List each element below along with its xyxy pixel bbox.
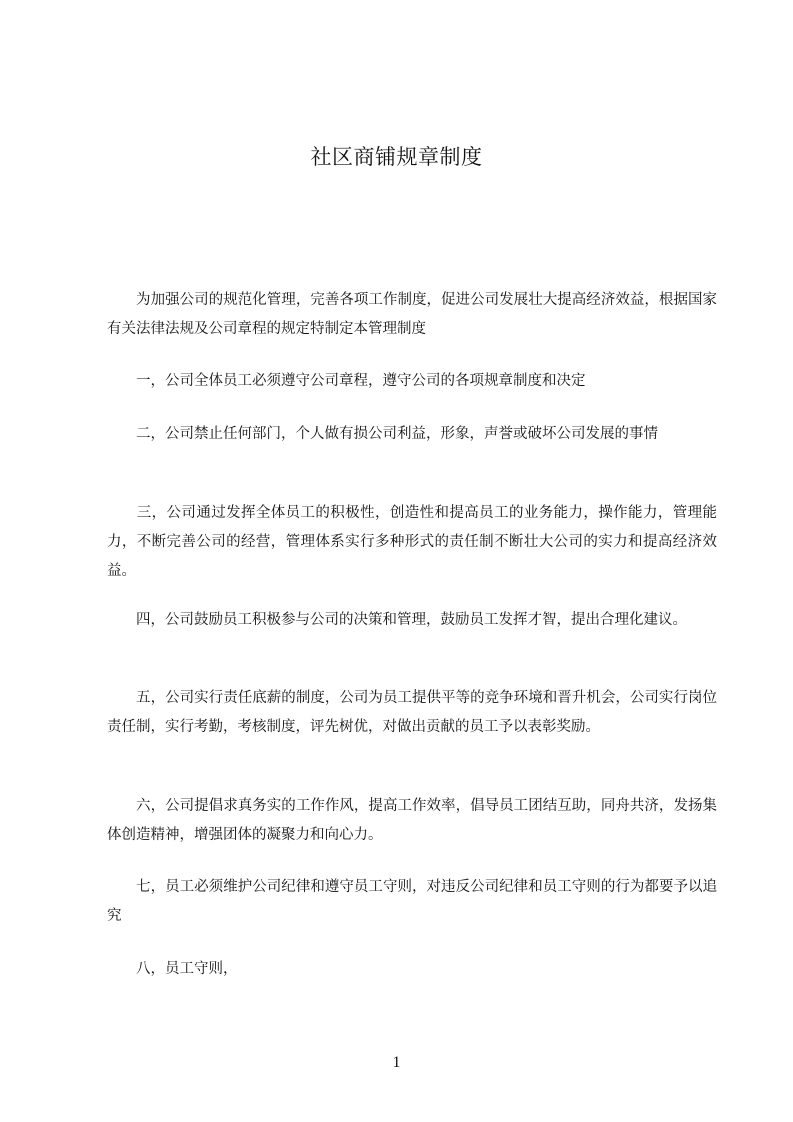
document-title: 社区商铺规章制度 — [310, 145, 483, 169]
paragraph-item-3: 三，公司通过发挥全体员工的积极性，创造性和提高员工的业务能力，操作能力，管理能力，不断完善公司的经营，管理体系实行多种形式的责任制不断壮大公司的实力和提高经济效益。 — [107, 505, 717, 579]
paragraph-intro: 为加强公司的规范化管理，完善各项工作制度，促进公司发展壮大提高经济效益，根据国家有关法律法规及公司章程的规定特制定本管理制度 — [107, 292, 717, 337]
paragraph-item-1: 一，公司全体员工必须遵守公司章程，遵守公司的各项规章制度和决定 — [107, 373, 586, 389]
paragraph-item-4: 四，公司鼓励员工积极参与公司的决策和管理，鼓励员工发挥才智，提出合理化建议。 — [107, 612, 687, 628]
paragraph-item-2: 二，公司禁止任何部门，个人做有损公司利益，形象，声誉或破坏公司发展的事情 — [107, 426, 658, 442]
paragraph-item-7: 七，员工必须维护公司纪律和遵守员工守则，对违反公司纪律和员工守则的行为都要予以追究 — [107, 879, 717, 924]
paragraph-item-5: 五，公司实行责任底薪的制度，公司为员工提供平等的竞争环境和晋升机会，公司实行岗位责任制，实行考勤，考核制度，评先树优，对做出贡献的员工予以表彰奖励。 — [107, 690, 717, 735]
paragraph-item-8: 八，员工守则， — [107, 961, 238, 977]
page-number: 1 — [392, 1054, 401, 1071]
paragraph-item-6: 六，公司提倡求真务实的工作作风，提高工作效率，倡导员工团结互助，同舟共济，发扬集体创造精神，增强团体的凝聚力和向心力。 — [107, 798, 717, 843]
